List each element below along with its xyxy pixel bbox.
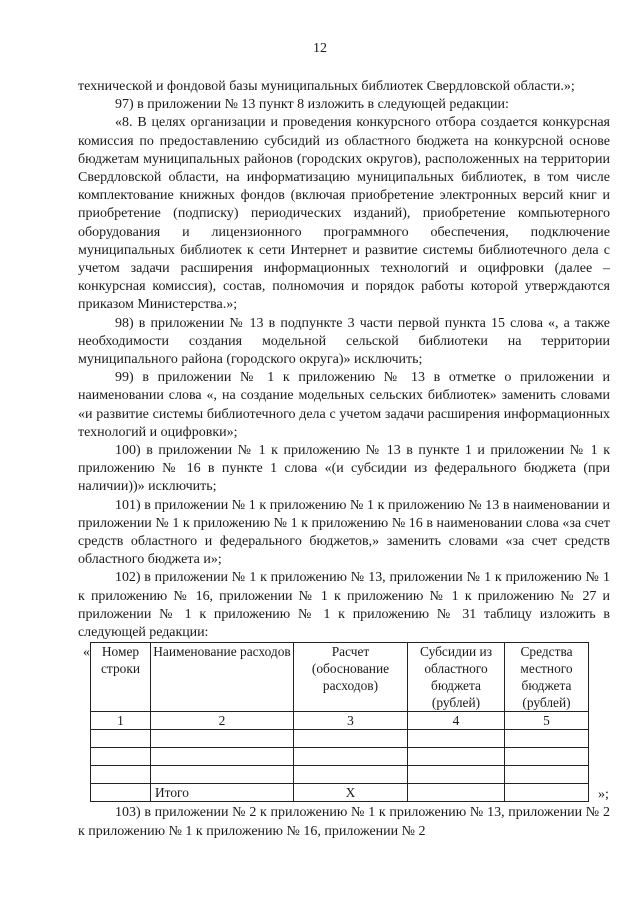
table-cell: [408, 766, 505, 784]
table-cell: [505, 784, 589, 802]
header-local-funds: Средства местного бюджета (рублей): [505, 643, 589, 712]
table-row: [91, 730, 589, 748]
table-cell: [151, 748, 294, 766]
paragraph-97: 97) в приложении № 13 пункт 8 изложить в следующей редакции:: [115, 97, 509, 113]
paragraph-99: 99) в приложении № 1 к приложению № 13 в отметке о приложении и наименовании слова «, на создание модельных сельских библиотек» заменить словами «и развитие системы библиотечного дела с учетом задачи расширения информационных технологий и оцифровки»;: [78, 370, 610, 440]
table-header-row: [91, 643, 589, 712]
table-total-row: [91, 784, 589, 802]
page-number: 12: [313, 41, 327, 56]
table-cell: [294, 730, 408, 748]
column-number: 4: [408, 712, 505, 730]
table-cell: [408, 730, 505, 748]
table-cell: [505, 766, 589, 784]
table-cell: [505, 748, 589, 766]
paragraph-103: 103) в приложении № 2 к приложению № 1 к приложению № 13, приложении № 2 к приложению № 1 к приложению № 16, приложении № 2: [78, 805, 610, 839]
column-number: 1: [91, 712, 151, 730]
table-cell: [151, 730, 294, 748]
paragraph-tail-96: технической и фондовой базы муниципальных библиотек Свердловской области.»;: [78, 79, 575, 94]
header-calculation: Расчет (обоснование расходов): [294, 643, 408, 712]
header-expense-name: Наименование расходов: [151, 643, 294, 712]
paragraph-102: 102) в приложении № 1 к приложению № 13, приложении № 1 к приложению № 1 к приложению № 16, приложении № 1 к приложению № 1 к приложению № 27 и приложении № 1 к приложению № 1 к приложению № 31 таблицу изложить в следующей редакции:: [78, 570, 610, 641]
column-number: 2: [151, 712, 294, 730]
table-cell: [294, 748, 408, 766]
paragraph-97-quote: «8. В целях организации и проведения конкурсного отбора создается конкурсная комиссия по предоставлению субсидий из областного бюджета на конкурсной основе бюджетам муниципальных районов (городских округов), расположенных на территории Свердловской области, на информатизацию муниципальных библиотек, в том числе комплектование книжных фондов (включая приобретение электронных версий книг и приобретение (подписку) периодических изданий), приобретение компьютерного оборудования и лицензионного программного обеспечения, подключение муниципальных библиотек к сети Интернет и развитие системы библиотечного дела с учетом задачи расширения информационных технологий и оцифровки (далее – конкурсная комиссия), состав, полномочия и порядок работы которой утверждаются приказом Министерства.»;: [78, 115, 610, 313]
table-cell: [91, 748, 151, 766]
header-row-number: Номер строки: [91, 643, 151, 712]
paragraph-101: 101) в приложении № 1 к приложению № 1 к приложению № 13 в наименовании и приложении № 1 к приложению № 1 к приложению № 16 в наименовании слова «за счет средств областного и федерального бюджетов,» заменить словами «за счет средств областного бюджета и»;: [78, 497, 610, 568]
table-cell: [91, 784, 151, 802]
table-number-row: [91, 712, 589, 730]
paragraph-98: 98) в приложении № 13 в подпункте 3 части первой пункта 15 слова «, а также необходимости создания модельной сельской библиотеки на территории муниципального района (городского округа)» исключить;: [78, 315, 610, 368]
total-mark: Х: [294, 784, 408, 802]
expense-table: [90, 642, 589, 802]
table-cell: [505, 730, 589, 748]
column-number: 5: [505, 712, 589, 730]
document-body: [78, 78, 610, 841]
table-row: [91, 748, 589, 766]
table-cell: [151, 766, 294, 784]
paragraph-100: 100) в приложении № 1 к приложению № 13 в пункте 1 и приложении № 1 к приложению № 16 в пункте 1 слова «(и субсидии из федерального бюджета (при наличии))» исключить;: [78, 443, 610, 495]
table-cell: [408, 748, 505, 766]
table-close-quote: »;: [598, 787, 609, 803]
table-cell: [294, 766, 408, 784]
total-label: Итого: [151, 784, 294, 802]
table-open-quote: «: [83, 645, 90, 661]
table-cell: [91, 766, 151, 784]
table-row: [91, 766, 589, 784]
table-cell: [408, 784, 505, 802]
table-cell: [91, 730, 151, 748]
header-regional-subsidy: Субсидии из областного бюджета (рублей): [408, 643, 505, 712]
column-number: 3: [294, 712, 408, 730]
table-block: [78, 642, 610, 804]
